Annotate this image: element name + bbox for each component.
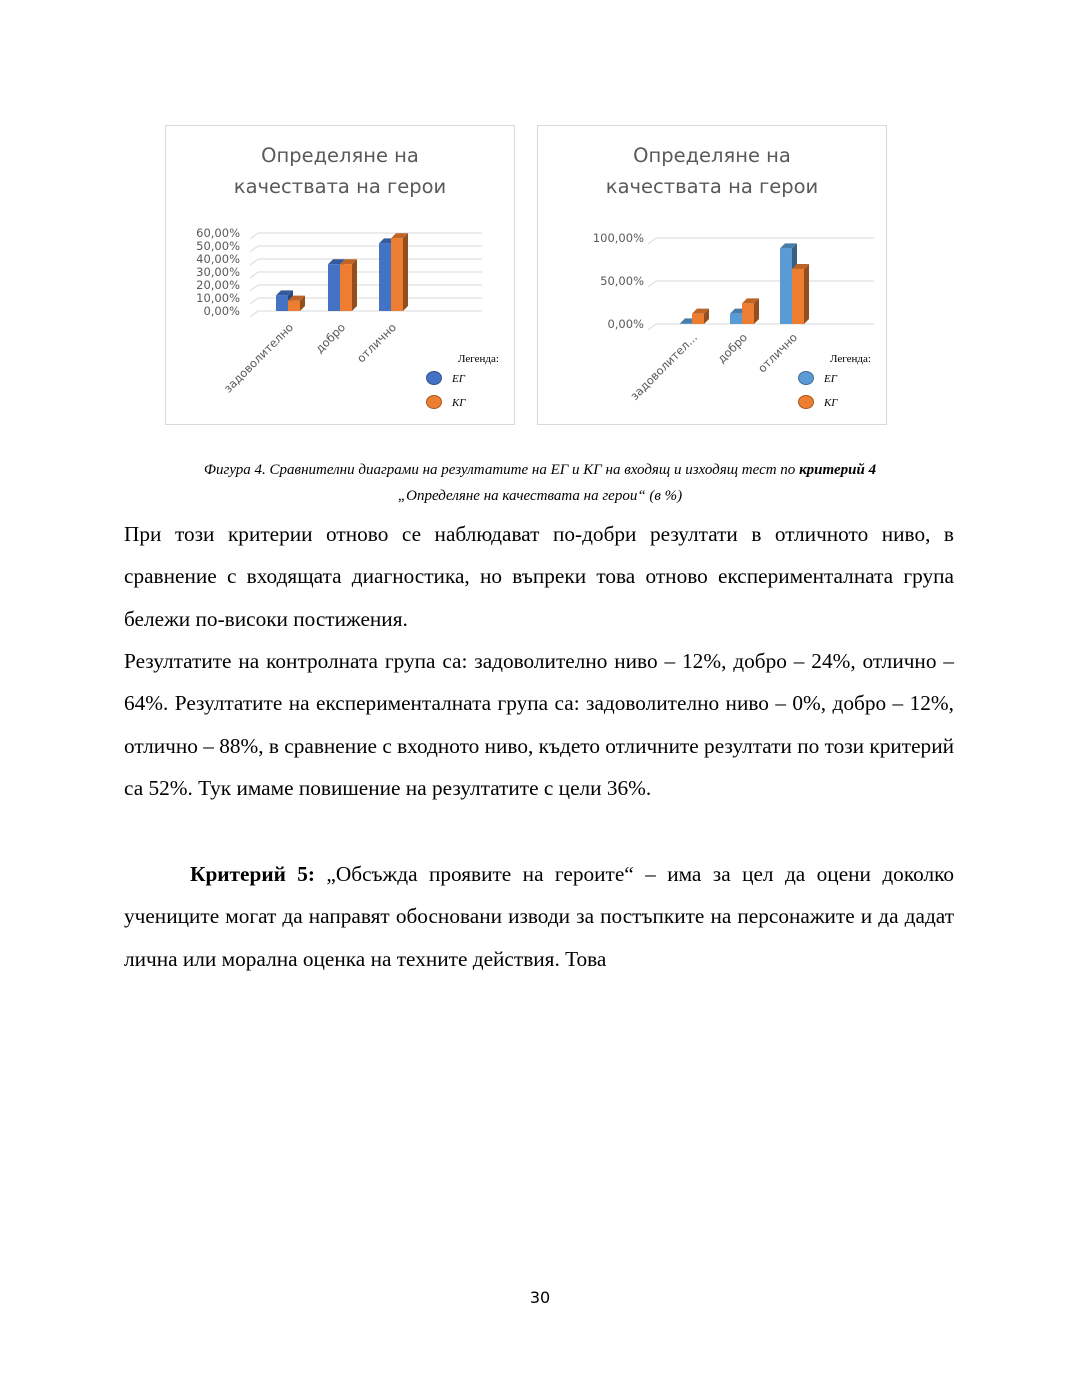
chart-title-line: Определяне на: [261, 144, 419, 167]
legend-label: КГ: [452, 397, 466, 409]
gridline-depth: [648, 238, 656, 244]
y-tick-label: 60,00%: [196, 226, 240, 240]
y-tick-label: 30,00%: [196, 265, 240, 279]
legend-title: Легенда:: [830, 353, 871, 365]
bar-kg: [692, 309, 709, 324]
legend: [427, 353, 499, 409]
y-tick-label: 20,00%: [196, 278, 240, 292]
chart-right: [538, 126, 886, 424]
y-tick-label: 100,00%: [592, 231, 644, 245]
caption-line-2: „Определяне на качествата на герои“ (в %): [397, 488, 683, 504]
chart-box-left: [165, 125, 515, 425]
figure-caption: [120, 457, 960, 509]
category-label: отлично: [353, 320, 400, 366]
category-label: задоволител...: [627, 330, 701, 403]
chart-left: [166, 126, 514, 424]
gridline-depth: [648, 324, 656, 330]
paragraph-2: Резултатите на контролната група са: задоволително ниво – 12%, добро – 24%, отлично – 64%. Резултатите на експерименталната група са: задоволително ниво – 0%, добро – 12%, отлично – 88%, в сравнение с входното ниво, където отличните резултати по този критерий са 52%. Тук имаме повишение на резултатите с цели 36%.: [124, 649, 954, 800]
legend-label: ЕГ: [824, 373, 837, 385]
criterion-5-text: „Обсъжда проявите на героите“ – има за цел да оцени доколко учениците могат да направят обосновани изводи за постъпките на персонажите и да дадат лична или морална оценка на техните действия. Това: [124, 862, 955, 971]
gridline-depth: [250, 272, 258, 278]
legend-label: ЕГ: [452, 373, 465, 385]
page-number: 30: [529, 1288, 551, 1307]
chart-title-line: качествата на герои: [605, 175, 819, 198]
legend-swatch: [799, 372, 814, 385]
caption-line-1: [120, 457, 960, 483]
gridline-depth: [250, 246, 258, 252]
chart-box-right: [537, 125, 887, 425]
caption-bold: критерий 4: [799, 462, 877, 478]
legend: [799, 353, 871, 409]
y-tick-label: 50,00%: [600, 274, 644, 288]
gridline-depth: [250, 233, 258, 239]
y-tick-label: 50,00%: [196, 239, 240, 253]
bar-kg: [340, 259, 357, 311]
category-label: добро: [312, 320, 349, 356]
paragraph-3: [124, 853, 954, 980]
gridline-depth: [250, 285, 258, 291]
caption-main: Фигура 4. Сравнителни диаграми на резултатите на ЕГ и КГ на входящ и изходящ тест по: [203, 462, 800, 478]
y-tick-label: 0,00%: [203, 304, 240, 318]
category-label: добро: [714, 330, 751, 366]
legend-label: КГ: [824, 397, 838, 409]
legend-title: Легенда:: [458, 353, 499, 365]
gridline-depth: [250, 311, 258, 317]
gridline-depth: [648, 281, 656, 287]
chart-title-line: качествата на герои: [233, 175, 447, 198]
category-label: задоволително: [220, 320, 297, 396]
y-tick-label: 40,00%: [196, 252, 240, 266]
bar-kg: [792, 264, 809, 324]
y-tick-label: 0,00%: [607, 317, 644, 331]
legend-swatch: [427, 396, 442, 409]
criterion-5-label: Критерий 5:: [190, 862, 316, 886]
bar-kg: [742, 298, 759, 324]
y-tick-label: 10,00%: [196, 291, 240, 305]
gridline-depth: [250, 259, 258, 265]
category-label: отлично: [754, 330, 801, 376]
gridline-depth: [250, 298, 258, 304]
chart-title-line: Определяне на: [633, 144, 791, 167]
legend-swatch: [799, 396, 814, 409]
paragraph-1: При този критерии отново се наблюдават по-добри резултати в отличното ниво, в сравнение с входящата диагностика, но въпреки това отново експерименталната група бележи по-високи постижения.: [124, 522, 954, 631]
bar-kg: [391, 233, 408, 311]
legend-swatch: [427, 372, 442, 385]
